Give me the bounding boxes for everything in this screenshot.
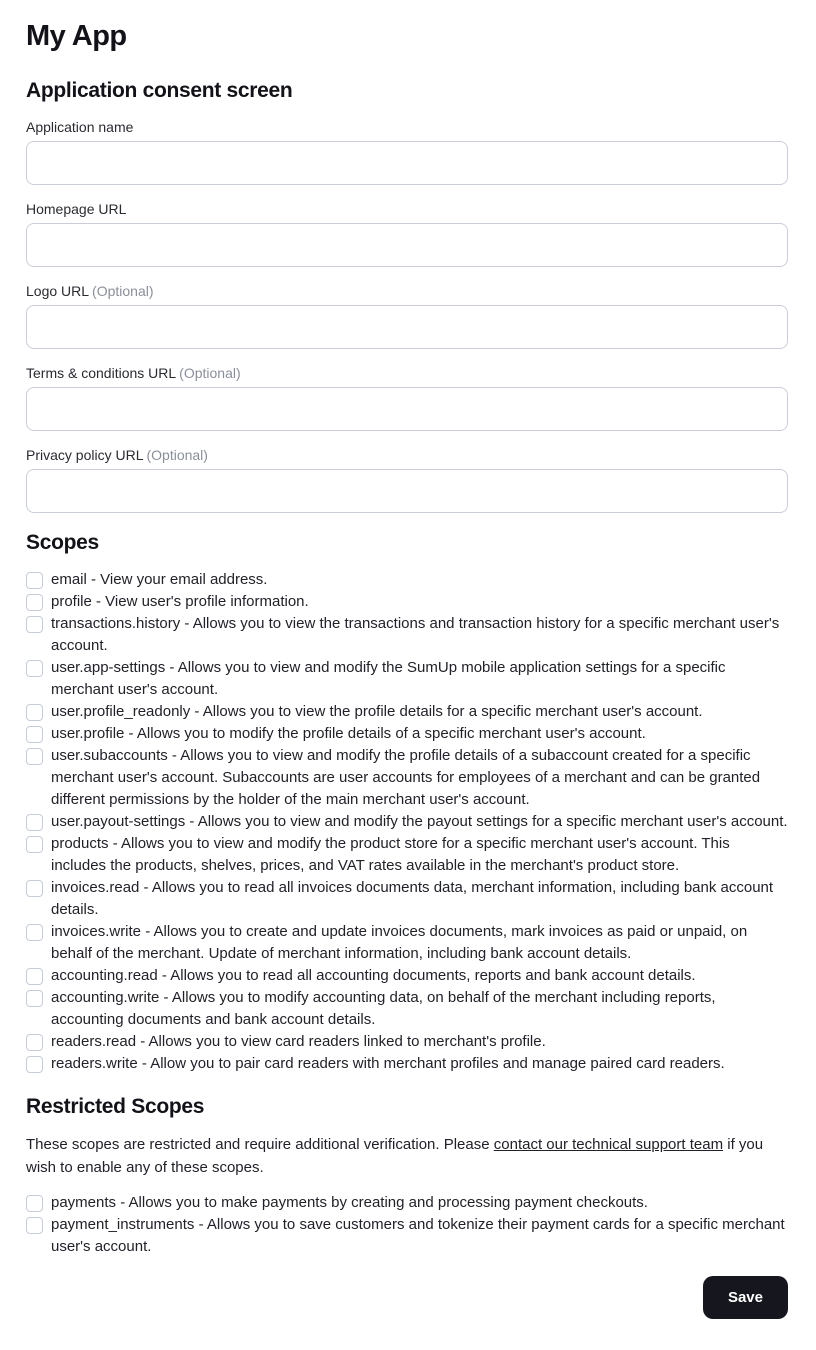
text-input[interactable] xyxy=(26,387,788,431)
restricted-scopes-note xyxy=(26,1133,788,1179)
scope-row xyxy=(26,833,788,877)
contact-support-link[interactable]: contact our technical support team xyxy=(493,1136,724,1153)
scope-label: user.subaccounts - Allows you to view and modify the profile details of a subaccount created for a specific merchant user's account. Subaccounts are user accounts for employees of a merchant and can be granted different permissions by the holder of the main merchant user's account. xyxy=(51,747,761,808)
scope-checkbox[interactable] xyxy=(26,660,43,677)
scope-row xyxy=(26,987,788,1031)
scope-row xyxy=(26,723,788,745)
field-label xyxy=(26,365,788,381)
scope-row xyxy=(26,745,788,811)
scope-label: user.profile_readonly - Allows you to view the profile details for a specific merchant user's account. xyxy=(51,703,703,720)
scope-row xyxy=(26,591,788,613)
restricted-note-after: if you wish to enable any of these scopes. xyxy=(26,1136,764,1176)
scope-row xyxy=(26,657,788,701)
scope-checkbox[interactable] xyxy=(26,726,43,743)
form-field xyxy=(26,365,788,431)
scope-checkbox[interactable] xyxy=(26,748,43,765)
field-label-text: Privacy policy URL xyxy=(26,447,144,463)
save-button[interactable]: Save xyxy=(703,1276,788,1319)
scope-checkbox[interactable] xyxy=(26,704,43,721)
scope-checkbox[interactable] xyxy=(26,616,43,633)
scope-label: invoices.read - Allows you to read all invoices documents data, merchant information, including bank account details. xyxy=(51,879,774,918)
page-title: My App xyxy=(26,20,127,52)
scope-label: products - Allows you to view and modify the product store for a specific merchant user's account. This includes the products, shelves, prices, and VAT rates available in the merchant's product store. xyxy=(51,835,730,874)
text-input[interactable] xyxy=(26,305,788,349)
scope-label: readers.write - Allow you to pair card readers with merchant profiles and manage paired card readers. xyxy=(51,1055,725,1072)
scope-checkbox[interactable] xyxy=(26,814,43,831)
scope-row xyxy=(26,1214,788,1258)
scope-label: readers.read - Allows you to view card readers linked to merchant's profile. xyxy=(51,1033,546,1050)
scope-row xyxy=(26,877,788,921)
scope-label: profile - View user's profile information. xyxy=(51,593,309,610)
field-optional-text: (Optional) xyxy=(179,365,241,381)
scope-checkbox[interactable] xyxy=(26,968,43,985)
text-input[interactable] xyxy=(26,141,788,185)
scope-row xyxy=(26,921,788,965)
scopes-list xyxy=(26,569,788,1075)
field-label-text: Logo URL xyxy=(26,283,90,299)
save-row xyxy=(26,1276,788,1319)
scope-label: user.payout-settings - Allows you to view and modify the payout settings for a specific merchant user's account. xyxy=(51,813,788,830)
field-label-text: Application name xyxy=(26,119,134,135)
restricted-scopes-heading: Restricted Scopes xyxy=(26,1095,205,1118)
field-optional-text: (Optional) xyxy=(92,283,154,299)
scopes-heading: Scopes xyxy=(26,531,99,554)
field-optional-text: (Optional) xyxy=(146,447,208,463)
text-input[interactable] xyxy=(26,469,788,513)
scope-label: user.profile - Allows you to modify the profile details of a specific merchant user's account. xyxy=(51,725,646,742)
scope-row xyxy=(26,613,788,657)
form-field xyxy=(26,283,788,349)
scope-label: payments - Allows you to make payments by creating and processing payment checkouts. xyxy=(51,1194,648,1211)
field-label xyxy=(26,283,788,299)
field-label xyxy=(26,447,788,463)
form-field xyxy=(26,447,788,513)
scope-checkbox[interactable] xyxy=(26,1034,43,1051)
scope-checkbox[interactable] xyxy=(26,1195,43,1212)
form-field xyxy=(26,119,788,185)
form-field xyxy=(26,201,788,267)
scope-label: invoices.write - Allows you to create and update invoices documents, mark invoices as paid or unpaid, on behalf of the merchant. Update of merchant information, including bank account details. xyxy=(51,923,748,962)
scope-label: payment_instruments - Allows you to save customers and tokenize their payment cards for a specific merchant user's account. xyxy=(51,1216,785,1255)
scope-checkbox[interactable] xyxy=(26,1217,43,1234)
form-fields xyxy=(26,119,788,513)
scope-label: user.app-settings - Allows you to view and modify the SumUp mobile application settings for a specific merchant user's account. xyxy=(51,659,726,698)
restricted-scopes-list xyxy=(26,1192,788,1258)
scope-checkbox[interactable] xyxy=(26,572,43,589)
consent-screen-heading: Application consent screen xyxy=(26,79,293,102)
scope-row xyxy=(26,1053,788,1075)
scope-row xyxy=(26,569,788,591)
field-label xyxy=(26,201,788,217)
scope-label: transactions.history - Allows you to view the transactions and transaction history for a specific merchant user's account. xyxy=(51,615,780,654)
scope-row xyxy=(26,1031,788,1053)
scope-checkbox[interactable] xyxy=(26,880,43,897)
scope-checkbox[interactable] xyxy=(26,990,43,1007)
scope-label: accounting.write - Allows you to modify accounting data, on behalf of the merchant including reports, accounting documents and bank account details. xyxy=(51,989,716,1028)
scope-checkbox[interactable] xyxy=(26,924,43,941)
scope-row xyxy=(26,811,788,833)
field-label-text: Terms & conditions URL xyxy=(26,365,177,381)
scope-label: email - View your email address. xyxy=(51,571,268,588)
scope-checkbox[interactable] xyxy=(26,594,43,611)
scope-checkbox[interactable] xyxy=(26,836,43,853)
field-label-text: Homepage URL xyxy=(26,201,127,217)
scope-row xyxy=(26,701,788,723)
field-label xyxy=(26,119,788,135)
text-input[interactable] xyxy=(26,223,788,267)
scope-row xyxy=(26,965,788,987)
scope-row xyxy=(26,1192,788,1214)
scope-checkbox[interactable] xyxy=(26,1056,43,1073)
restricted-note-before: These scopes are restricted and require additional verification. Please xyxy=(26,1136,494,1153)
scope-label: accounting.read - Allows you to read all accounting documents, reports and bank account details. xyxy=(51,967,696,984)
